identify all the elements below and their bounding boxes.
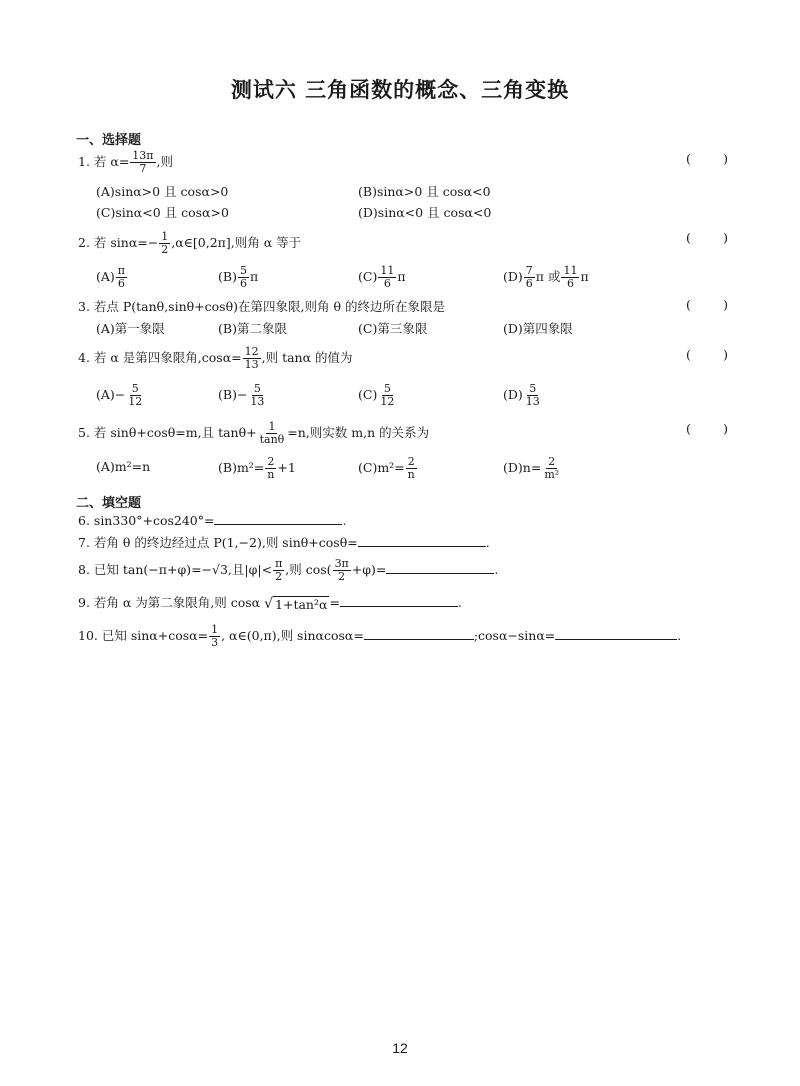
q5-fraction: $\frac{1}{\tan\theta}$ <box>259 420 285 446</box>
question-1 <box>78 150 173 175</box>
q10-answer-blank-2[interactable] <box>555 627 677 640</box>
q4-option-d: (D) $\frac{5}{13}$ <box>503 382 540 408</box>
q5-answer-paren[interactable]: ( ) <box>686 421 728 436</box>
q5-option-c: (C)m²= $\frac{2}{n}$ <box>358 455 415 481</box>
q9-answer-blank[interactable] <box>340 594 458 607</box>
q1-option-a: (A)sinα>0 且 cosα>0 <box>96 184 229 199</box>
q2-answer-paren[interactable]: ( ) <box>686 230 728 245</box>
q3-option-d: (D)第四象限 <box>503 321 573 336</box>
section-fill-heading: 二、填空题 <box>76 496 142 511</box>
q4-option-a: (A)− $\frac{5}{12}$ <box>96 382 143 408</box>
q1-option-c: (C)sinα<0 且 cosα>0 <box>96 205 229 220</box>
q4-option-c: (C) $\frac{5}{12}$ <box>358 382 395 408</box>
q2-option-a: (A) $\frac{\pi}{6}$ <box>96 264 126 290</box>
q5-option-b: (B)m²= $\frac{2}{n}$ +1 <box>218 455 296 481</box>
q3-option-c: (C)第三象限 <box>358 321 428 336</box>
q1-option-d: (D)sinα<0 且 cosα<0 <box>358 205 492 220</box>
q1-option-b: (B)sinα>0 且 cosα<0 <box>358 184 491 199</box>
question-5: 5. 若 sinθ+cosθ=m,且 tanθ+ $\frac{1}{\tan\theta}$ =n,则实数 m,n 的关系为 <box>78 420 430 446</box>
q4-option-b: (B)− $\frac{5}{13}$ <box>218 382 265 408</box>
q2-fraction: $\frac{1}{2}$ <box>161 230 169 256</box>
q1-suffix: ,则 <box>156 154 174 169</box>
q6-answer-blank[interactable] <box>214 512 342 525</box>
section-choice-heading: 一、选择题 <box>76 133 142 148</box>
q7-answer-blank[interactable] <box>358 534 486 547</box>
page-number: 12 <box>392 1040 408 1056</box>
q4-fraction: $\frac{12}{13}$ <box>244 345 259 371</box>
q1-answer-paren[interactable]: ( ) <box>686 151 728 166</box>
question-4: 4. 若 α 是第四象限角,cosα= $\frac{12}{13}$ ,则 tanα 的值为 <box>78 345 353 371</box>
q5-option-d: (D)n= $\frac{2}{\text{m²}}$ <box>503 455 560 481</box>
q3-answer-paren[interactable]: ( ) <box>686 297 728 312</box>
question-3: 3. 若点 P(tanθ,sinθ+cosθ)在第四象限,则角 θ 的终边所在象限是 <box>78 299 445 314</box>
q4-answer-paren[interactable]: ( ) <box>686 347 728 362</box>
q8-answer-blank[interactable] <box>386 561 494 574</box>
q10-answer-blank-1[interactable] <box>364 627 474 640</box>
q5-option-a: (A)m²=n <box>96 459 151 474</box>
q1-fraction: $\frac{13\pi}{7}$ <box>132 149 154 175</box>
q2-option-d: (D) $\frac{7}{6}$ π 或 $\frac{11}{6}$ π <box>503 264 589 290</box>
q3-option-b: (B)第二象限 <box>218 321 287 336</box>
question-10: 10. 已知 sinα+cosα= $\frac{1}{3}$ , α∈(0,π),则 sinαcosα= ;cosα−sinα= . <box>78 623 682 649</box>
question-8: 8. 已知 tan(−π+φ)=−√3,且|φ|< $\frac{\pi}{2}$ ,则 cos( $\frac{3\pi}{2}$ +φ)= . <box>78 557 499 583</box>
question-7: 7. 若角 θ 的终边经过点 P(1,−2),则 sinθ+cosθ= . <box>78 535 490 550</box>
question-2: 2. 若 sinα=− $\frac{1}{2}$ ,α∈[0,2π],则角 α 等于 <box>78 230 302 256</box>
q1-prefix: 1. 若 α= <box>78 154 130 169</box>
page-title: 测试六 三角函数的概念、三角变换 <box>230 78 570 102</box>
q9-sqrt: √ 1+tan²α <box>264 595 328 612</box>
q2-option-c: (C) $\frac{11}{6}$ π <box>358 264 406 290</box>
q2-option-b: (B) $\frac{5}{6}$ π <box>218 264 259 290</box>
q3-option-a: (A)第一象限 <box>96 321 165 336</box>
question-6: 6. sin330°+cos240°= . <box>78 513 347 528</box>
question-9: 9. 若角 α 为第二象限角,则 cosα √ 1+tan²α = . <box>78 595 462 612</box>
